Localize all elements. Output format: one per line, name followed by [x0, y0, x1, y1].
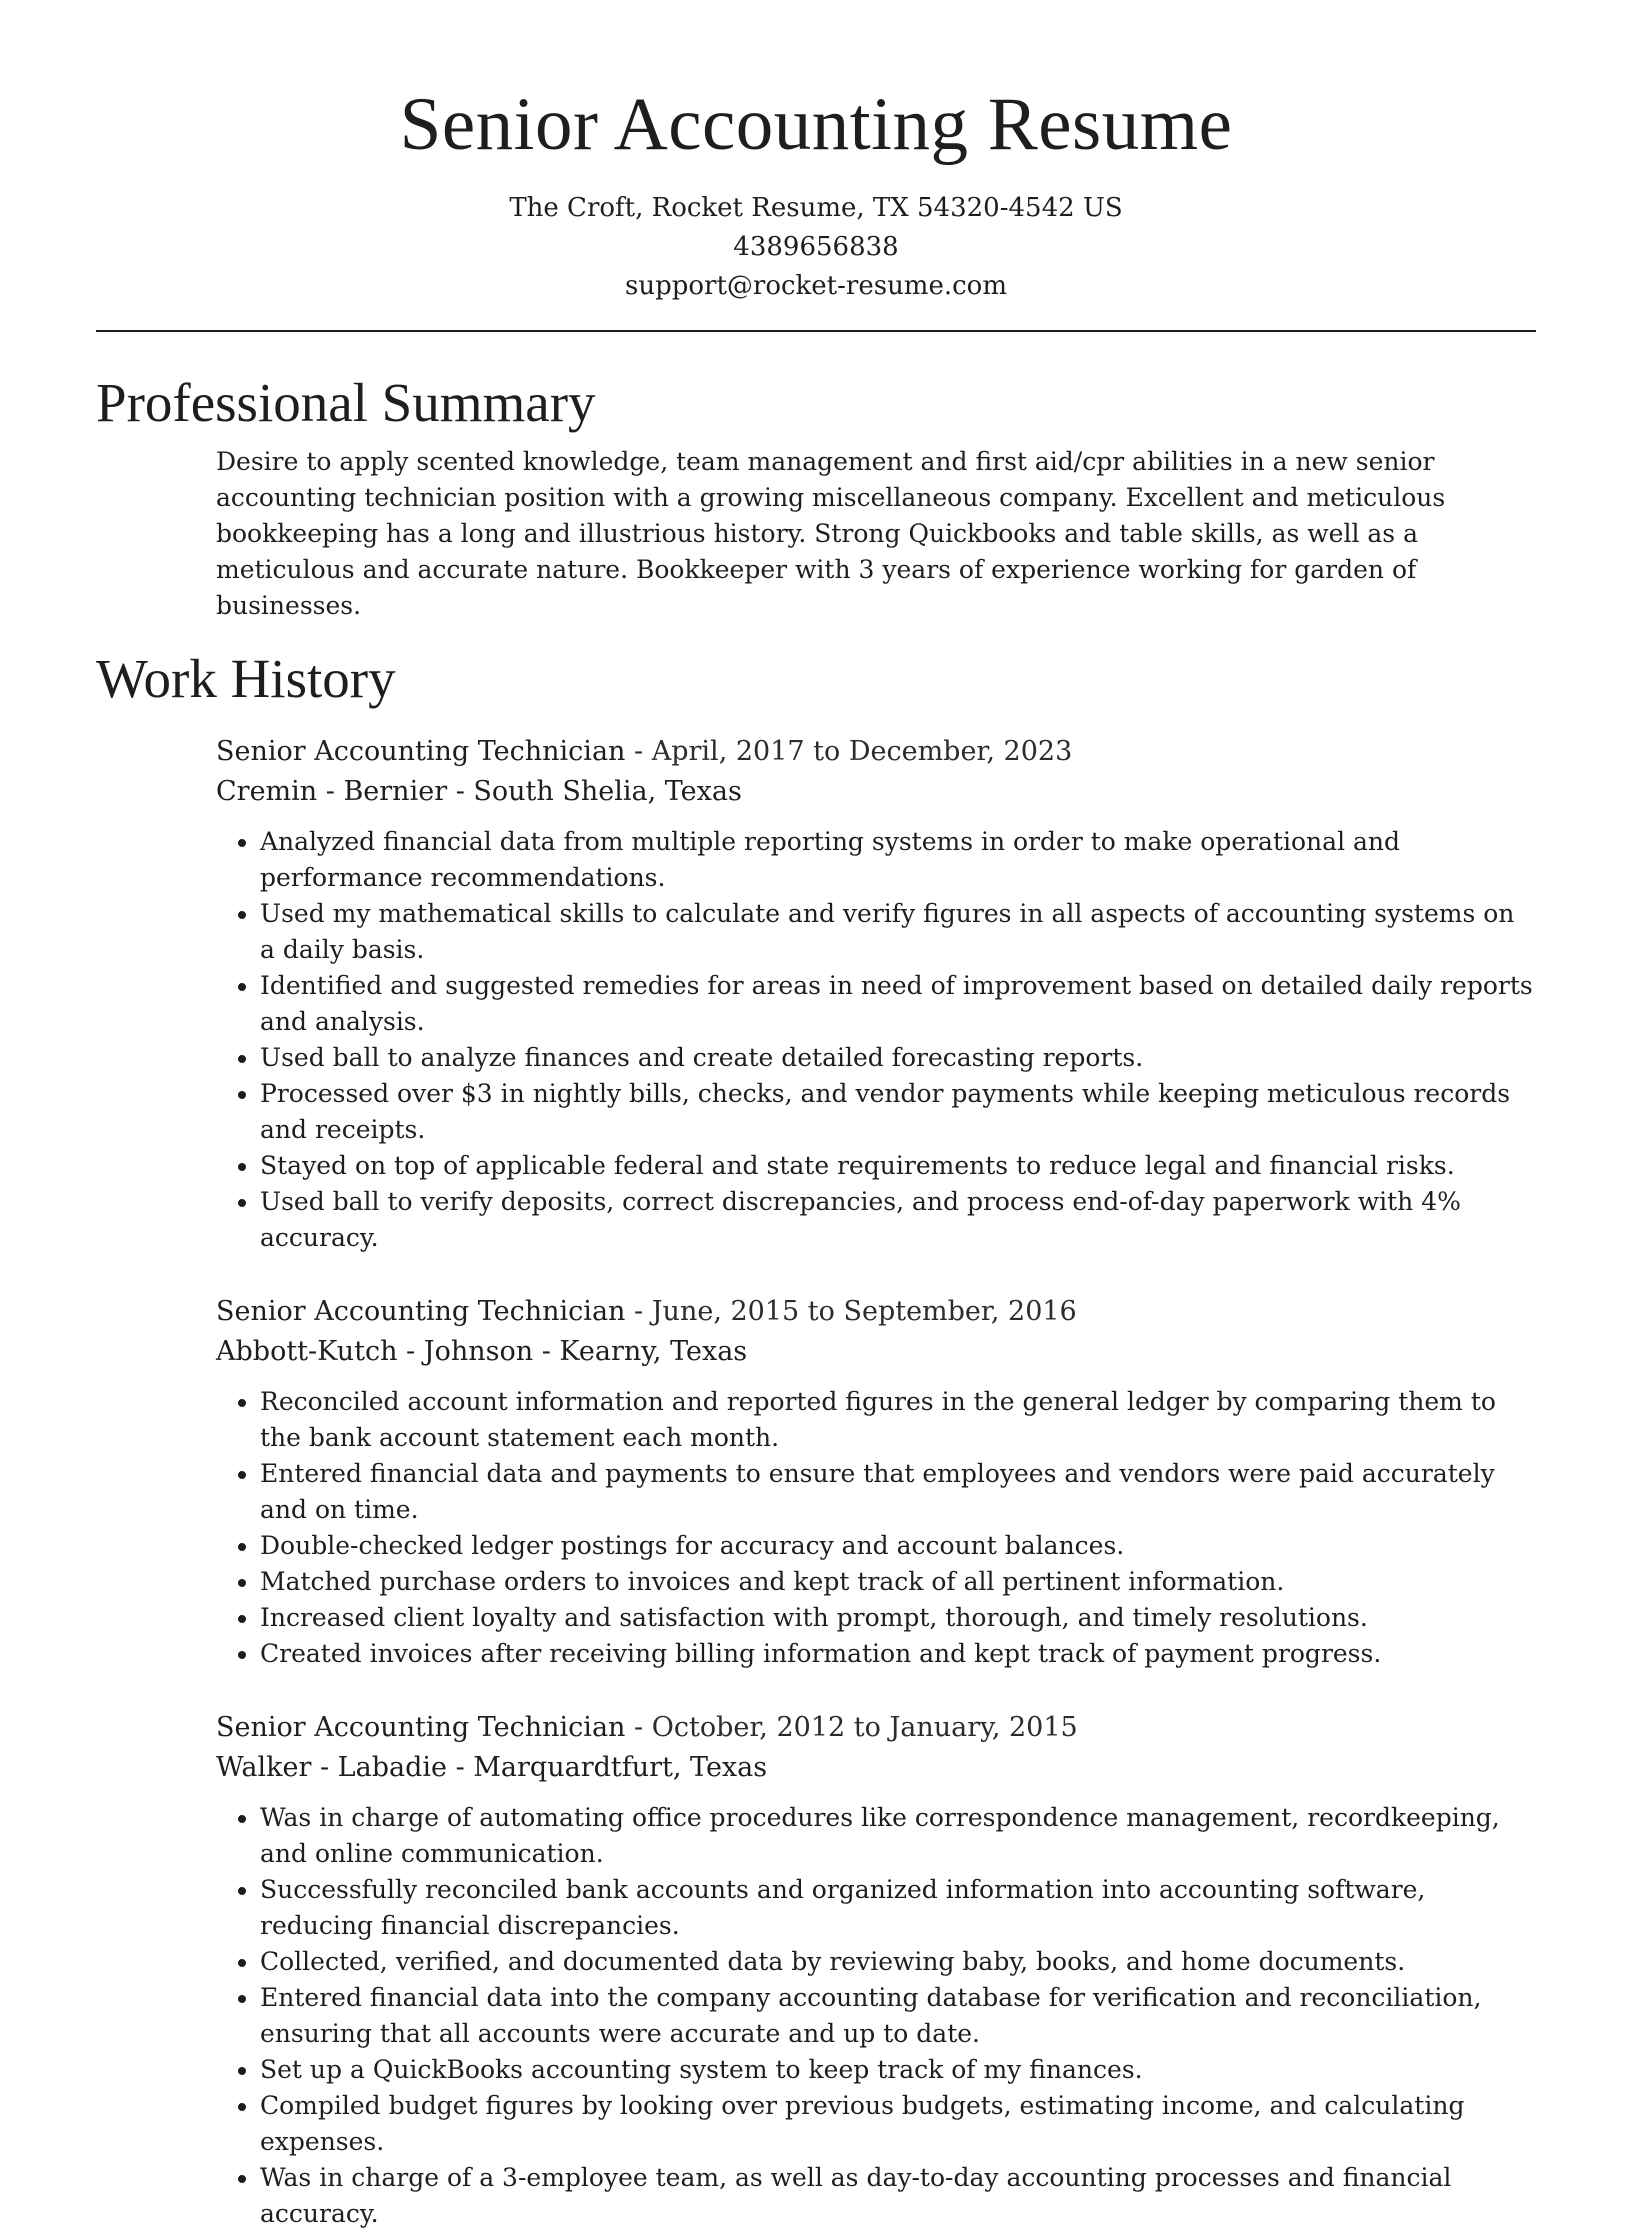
job-title: Senior Accounting Technician — [216, 1295, 626, 1327]
separator: - — [533, 1335, 560, 1367]
list-item: • Collected, verified, and documented data by reviewing baby, books, and home documents. — [260, 1944, 1536, 1980]
phone: 4389656838 — [733, 231, 899, 262]
job-title: Senior Accounting Technician — [216, 735, 626, 767]
address: The Croft, Rocket Resume, TX 54320-4542 US — [509, 192, 1123, 223]
resume-header — [96, 0, 1536, 306]
list-item: • Was in charge of automating office procedures like correspondence management, recordkeeping, and online communication. — [260, 1800, 1536, 1872]
job-company: Walker - Labadie — [216, 1751, 447, 1783]
job-company-line — [216, 1748, 1536, 1788]
job-heading — [216, 1708, 1536, 1748]
separator: - — [625, 1711, 652, 1743]
header-divider — [96, 330, 1536, 332]
job-heading — [216, 1292, 1536, 1332]
summary-heading: Professional Summary — [96, 371, 596, 433]
separator: - — [446, 1751, 474, 1783]
job-bullets — [216, 1384, 1536, 1672]
contact-info — [96, 189, 1536, 306]
list-item: • Was in charge of a 3-employee team, as well as day-to-day accounting processes and financial accuracy. — [260, 2160, 1536, 2232]
list-item: • Identified and suggested remedies for areas in need of improvement based on detailed daily reports and analysis. — [260, 968, 1536, 1040]
list-item: • Double-checked ledger postings for accuracy and account balances. — [260, 1528, 1536, 1564]
list-item: • Increased client loyalty and satisfaction with prompt, thorough, and timely resolutions. — [260, 1600, 1536, 1636]
job-list — [216, 732, 1536, 2232]
job-company-line — [216, 772, 1536, 812]
job-bullets — [216, 824, 1536, 1256]
job-dates: June, 2015 to September, 2016 — [651, 1295, 1077, 1327]
list-item: • Analyzed financial data from multiple reporting systems in order to make operational and performance recommendations. — [260, 824, 1536, 896]
job-entry — [216, 732, 1536, 1256]
job-location: Kearny, Texas — [559, 1335, 748, 1367]
job-company: Abbott-Kutch - Johnson — [216, 1335, 534, 1367]
separator: - — [625, 1295, 652, 1327]
list-item: • Used my mathematical skills to calculate and verify figures in all aspects of accounting systems on a daily basis. — [260, 896, 1536, 968]
work-history-heading: Work History — [96, 647, 396, 709]
job-heading — [216, 732, 1536, 772]
separator: - — [625, 735, 652, 767]
summary-text: Desire to apply scented knowledge, team management and first aid/cpr abilities in a new senior accounting technician position with a growing miscellaneous company. Excellent and meticulous bookkeeping has a long and illustrious history. Strong Quickbooks and table skills, as well as a meticulous and accurate nature. Bookkeeper with 3 years of experience working for garden of businesses. — [216, 446, 1446, 620]
list-item: • Entered financial data into the company accounting database for verification and reconciliation, ensuring that all accounts were accurate and up to date. — [260, 1980, 1536, 2052]
email: support@rocket-resume.com — [624, 270, 1007, 301]
job-dates: October, 2012 to January, 2015 — [651, 1711, 1078, 1743]
job-entry — [216, 1708, 1536, 2232]
work-history-section — [96, 646, 1536, 2232]
list-item: • Created invoices after receiving billing information and kept track of payment progress. — [260, 1636, 1536, 1672]
resume-title: Senior Accounting Resume — [399, 83, 1233, 166]
job-dates: April, 2017 to December, 2023 — [651, 735, 1073, 767]
job-location: Marquardtfurt, Texas — [473, 1751, 768, 1783]
job-company: Cremin - Bernier — [216, 775, 448, 807]
list-item: • Matched purchase orders to invoices and kept track of all pertinent information. — [260, 1564, 1536, 1600]
job-location: South Shelia, Texas — [473, 775, 742, 807]
separator: - — [447, 775, 474, 807]
list-item: • Set up a QuickBooks accounting system to keep track of my finances. — [260, 2052, 1536, 2088]
list-item: • Stayed on top of applicable federal and state requirements to reduce legal and financial risks. — [260, 1148, 1536, 1184]
job-title: Senior Accounting Technician — [216, 1711, 626, 1743]
list-item: • Entered financial data and payments to ensure that employees and vendors were paid accurately and on time. — [260, 1456, 1536, 1528]
list-item: • Used ball to verify deposits, correct discrepancies, and process end-of-day paperwork with 4% accuracy. — [260, 1184, 1536, 1256]
list-item: • Used ball to analyze finances and create detailed forecasting reports. — [260, 1040, 1536, 1076]
list-item: • Compiled budget figures by looking over previous budgets, estimating income, and calculating expenses. — [260, 2088, 1536, 2160]
list-item: • Processed over $3 in nightly bills, checks, and vendor payments while keeping meticulous records and receipts. — [260, 1076, 1536, 1148]
list-item: • Successfully reconciled bank accounts and organized information into accounting software, reducing financial discrepancies. — [260, 1872, 1536, 1944]
job-company-line — [216, 1332, 1536, 1372]
list-item: • Reconciled account information and reported figures in the general ledger by comparing them to the bank account statement each month. — [260, 1384, 1536, 1456]
job-bullets — [216, 1800, 1536, 2232]
summary-section — [96, 370, 1536, 624]
job-entry — [216, 1292, 1536, 1672]
